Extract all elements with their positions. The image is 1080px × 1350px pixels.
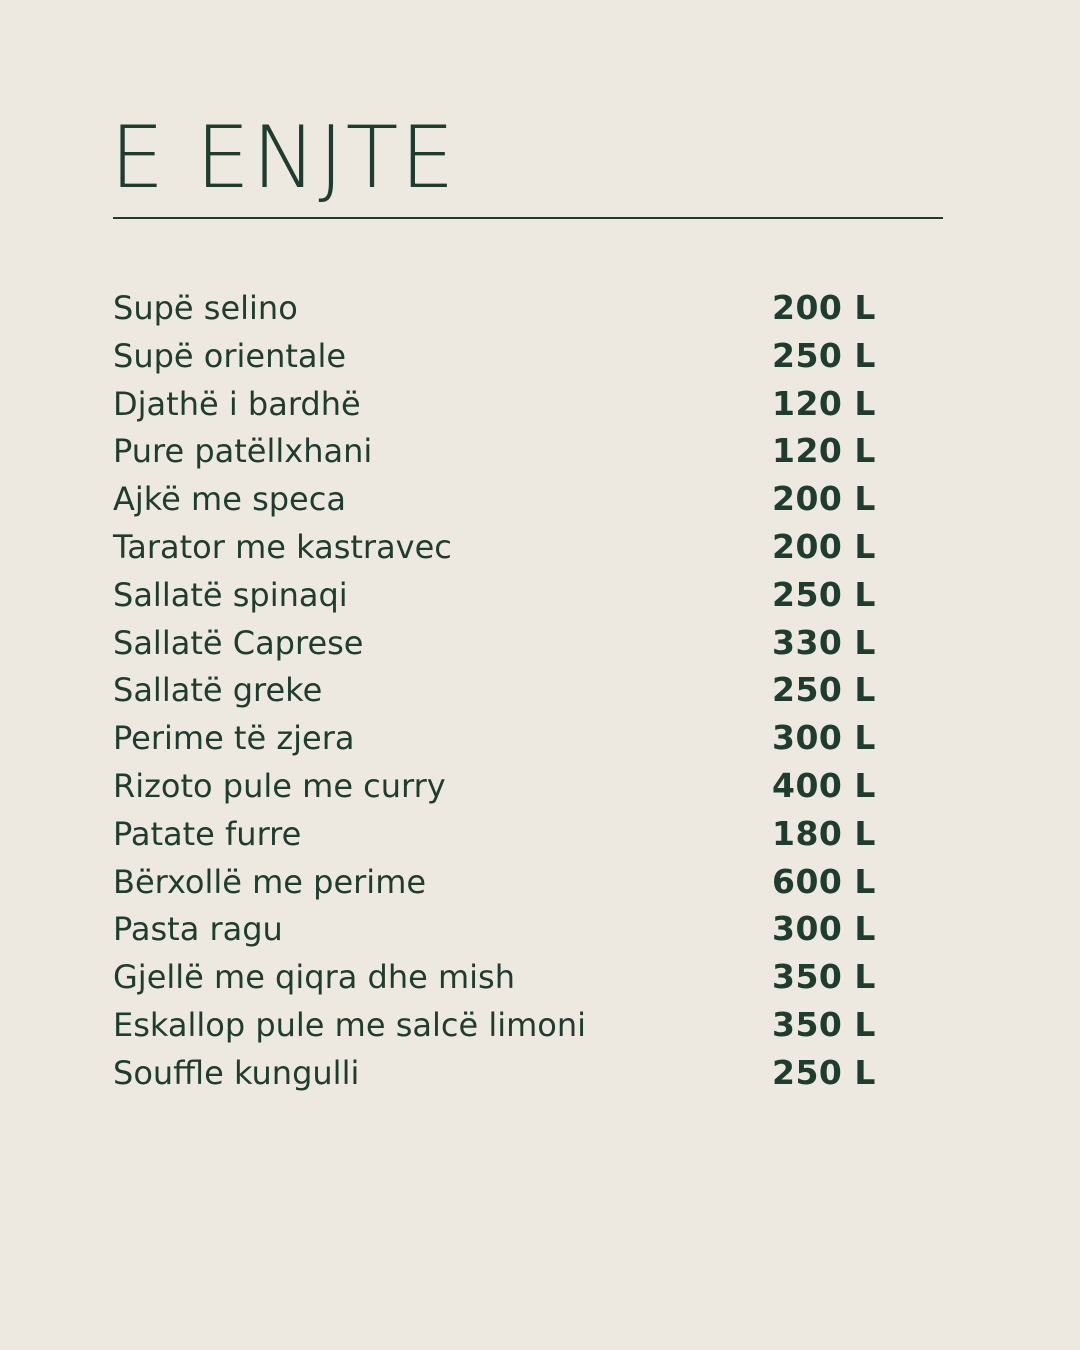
menu-item-price: 300 L: [772, 909, 876, 949]
menu-item: [113, 475, 913, 523]
menu-item-price: 300 L: [772, 718, 876, 758]
menu-item: [113, 619, 913, 667]
menu-item-name: Sallatë Caprese: [113, 623, 364, 662]
menu-item-name: Souffle kungulli: [113, 1053, 360, 1092]
title-divider: [113, 217, 943, 219]
menu-item-price: 200 L: [772, 526, 876, 566]
menu-item-name: Perime të zjera: [113, 719, 355, 758]
menu-item-price: 180 L: [772, 813, 876, 853]
menu-item-price: 350 L: [772, 1004, 876, 1044]
menu-item: [113, 714, 913, 762]
menu-item-price: 200 L: [772, 479, 876, 519]
menu-item-name: Supë orientale: [113, 336, 347, 375]
menu-item: [113, 905, 913, 953]
menu-list: [113, 284, 913, 1097]
menu-item: [113, 284, 913, 332]
menu-item: [113, 332, 913, 380]
menu-item-price: 350 L: [772, 957, 876, 997]
menu-item: [113, 762, 913, 810]
menu-item-name: Gjellë me qiqra dhe mish: [113, 958, 515, 997]
menu-item: [113, 666, 913, 714]
menu-item-name: Sallatë greke: [113, 671, 323, 710]
menu-item-price: 330 L: [772, 622, 876, 662]
menu-item: [113, 1001, 913, 1049]
menu-item: [113, 953, 913, 1001]
menu-item-name: Pasta ragu: [113, 910, 283, 949]
menu-item-price: 600 L: [772, 861, 876, 901]
menu-item-price: 250 L: [772, 335, 876, 375]
menu-item-price: 120 L: [772, 383, 876, 423]
menu-item-price: 250 L: [772, 1052, 876, 1092]
menu-item-name: Tarator me kastravec: [113, 527, 452, 566]
menu-item-price: 250 L: [772, 670, 876, 710]
menu-item: [113, 380, 913, 428]
menu-item: [113, 810, 913, 858]
menu-item: [113, 858, 913, 906]
menu-item-name: Djathë i bardhë: [113, 384, 361, 423]
menu-item-name: Rizoto pule me curry: [113, 766, 446, 805]
menu-item-name: Ajkë me speca: [113, 480, 346, 519]
page-title: E ENJTE: [110, 108, 457, 208]
menu-item-name: Patate furre: [113, 814, 302, 853]
menu-item-price: 250 L: [772, 574, 876, 614]
menu-item: [113, 1049, 913, 1097]
menu-item-name: Supë selino: [113, 289, 298, 327]
menu-item-price: 120 L: [772, 431, 876, 471]
menu-item-price: 400 L: [772, 765, 876, 805]
menu-item-price: 200 L: [772, 288, 876, 327]
menu-item-name: Pure patëllxhani: [113, 432, 373, 471]
menu-item-name: Bërxollë me perime: [113, 862, 427, 901]
menu-item-name: Sallatë spinaqi: [113, 575, 348, 614]
menu-item-name: Eskallop pule me salcë limoni: [113, 1005, 587, 1044]
menu-item: [113, 523, 913, 571]
menu-item: [113, 571, 913, 619]
menu-item: [113, 427, 913, 475]
